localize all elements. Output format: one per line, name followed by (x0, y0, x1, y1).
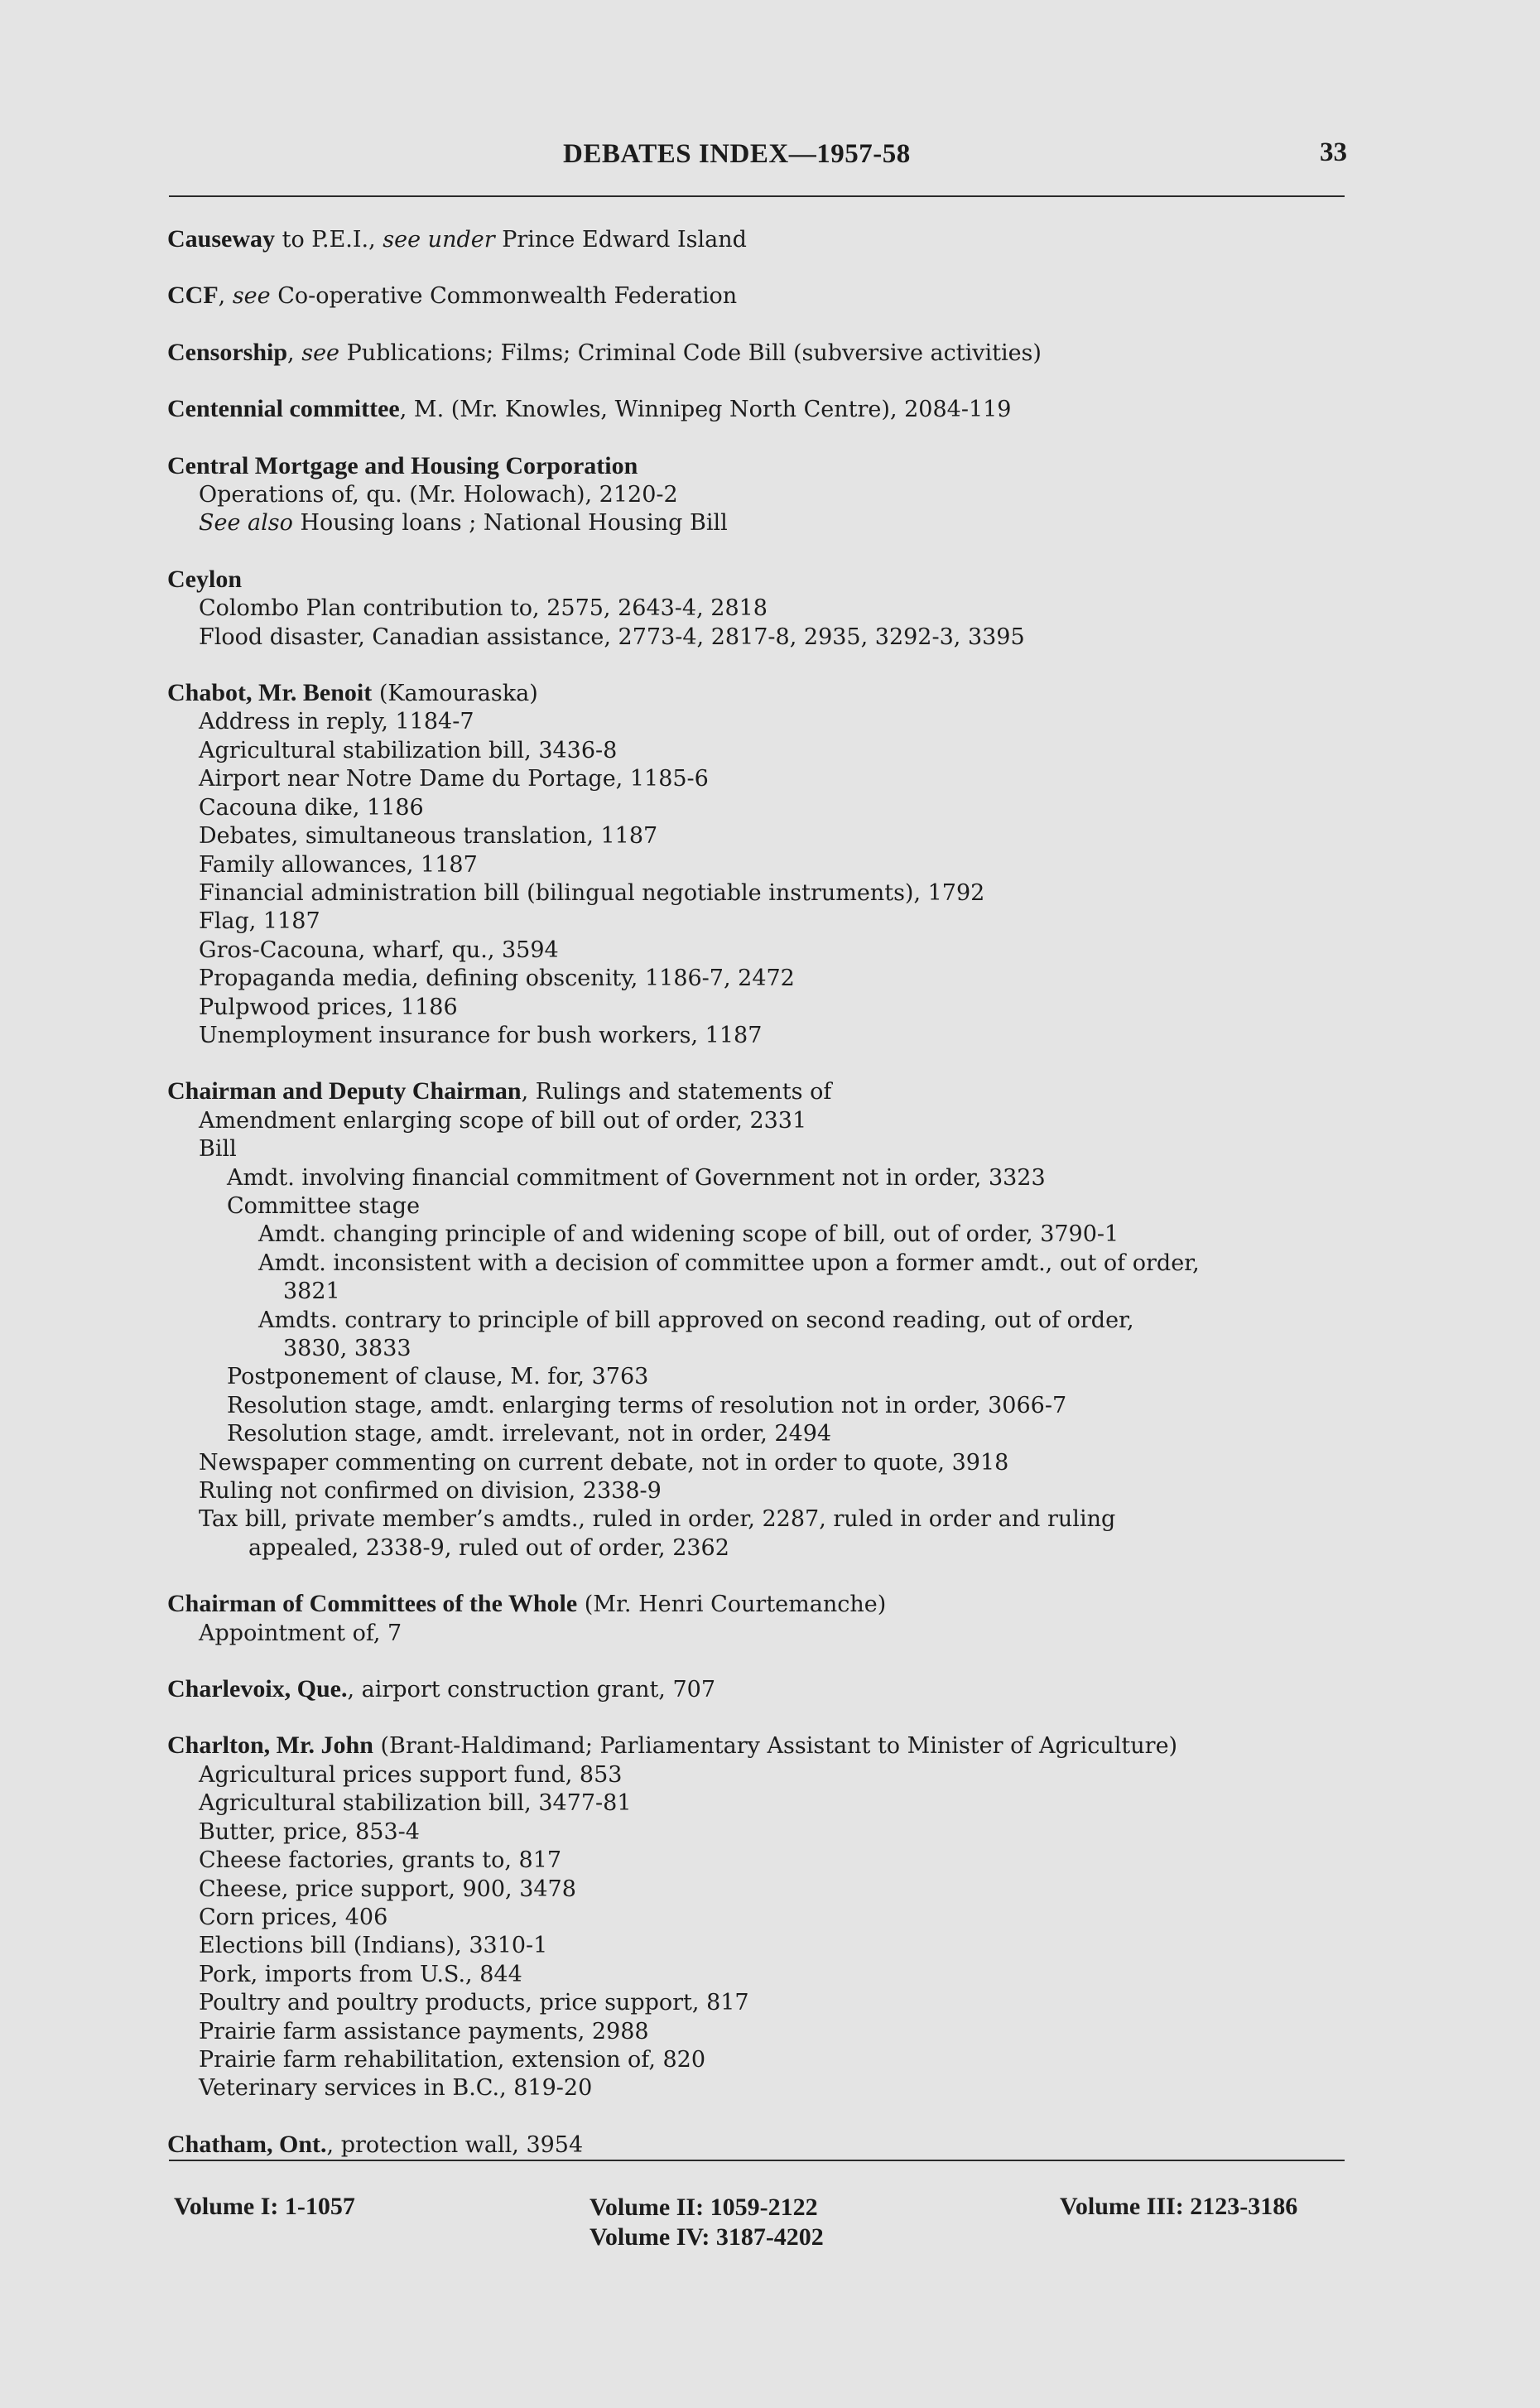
index-entry (167, 452, 1360, 538)
entry-text: Resolution stage, amdt. enlarging terms of resolution not in order, 3066-7 (227, 1392, 1067, 1418)
entry-text: Address in reply, 1184-7 (199, 709, 474, 735)
entry-text: Prince Edward Island (494, 227, 747, 253)
subentry-line (167, 2074, 1360, 2102)
entry-heading: Charlevoix, Que. (167, 1675, 348, 1703)
entry-text: Newspaper commenting on current debate, not in order to quote, 3918 (199, 1449, 1009, 1476)
subentry-line (167, 1620, 1360, 1648)
entry-heading: Chabot, Mr. Benoit (167, 679, 373, 707)
entry-text: Pulpwood prices, 1186 (199, 994, 458, 1020)
entry-heading: Ceylon (167, 565, 242, 593)
entry-text: Resolution stage, amdt. irrelevant, not in order, 2494 (227, 1421, 832, 1447)
entry-text: (Kamouraska) (372, 681, 538, 707)
entry-heading-line (167, 1675, 1360, 1704)
subentry-line (167, 708, 1360, 736)
subentry-line (167, 1789, 1360, 1818)
entry-heading: Chairman of Committees of the Whole (167, 1590, 578, 1618)
cross-reference: see under (383, 227, 495, 253)
entry-text: Debates, simultaneous translation, 1187 (199, 823, 658, 850)
entry-text: Amdt. inconsistent with a decision of committee upon a former amdt., out of order, (258, 1250, 1200, 1276)
subentry-line (167, 1904, 1360, 1932)
entry-heading: Chatham, Ont. (167, 2130, 327, 2158)
entry-text: Amdt. changing principle of and widening scope of bill, out of order, 3790-1 (258, 1221, 1119, 1248)
entry-text: Amdt. involving financial commitment of Government not in order, 3323 (227, 1164, 1046, 1191)
subentry-line (167, 509, 1360, 537)
entry-text: to P.E.I., (275, 227, 383, 253)
subentry-line (167, 908, 1360, 936)
index-entry (167, 225, 1360, 254)
volume-3-range: Volume III: 2123-3186 (1060, 2193, 1298, 2220)
subentry-line (167, 624, 1360, 652)
index-entry (167, 1590, 1360, 1648)
index-entries (167, 225, 1360, 2187)
header-rule (169, 195, 1345, 197)
index-entry (167, 1675, 1360, 1704)
entry-heading-line (167, 452, 1360, 481)
entry-text: , (287, 340, 302, 366)
entry-heading: Centennial committee (167, 395, 400, 423)
index-entry (167, 282, 1360, 311)
entry-text: , protection wall, 3954 (326, 2131, 584, 2158)
entry-text: Housing loans ; National Housing Bill (292, 510, 728, 537)
subentry-line (167, 1250, 1360, 1278)
entry-text: Unemployment insurance for bush workers, 1187 (199, 1022, 763, 1048)
entry-text: Postponement of clause, M. for, 3763 (227, 1364, 649, 1390)
entry-text: appealed, 2338-9, ruled out of order, 2362 (248, 1534, 729, 1561)
subentry-line (167, 1761, 1360, 1789)
subentry-line (167, 994, 1360, 1022)
entry-heading-line (167, 1731, 1360, 1760)
subentry-line (167, 1392, 1360, 1420)
cross-reference: See also (199, 510, 293, 537)
subentry-line (167, 2018, 1360, 2046)
entry-text: Cheese factories, grants to, 817 (199, 1847, 562, 1874)
subentry-line (167, 1022, 1360, 1050)
entry-heading: Causeway (167, 225, 276, 253)
entry-text: Colombo Plan contribution to, 2575, 2643-4, 2818 (199, 595, 768, 622)
subentry-line (167, 851, 1360, 879)
subentry-line (167, 1164, 1360, 1192)
volume-1-range: Volume I: 1-1057 (174, 2193, 355, 2220)
entry-text: (Brant-Haldimand; Parliamentary Assistant to Minister of Agriculture) (373, 1733, 1178, 1760)
entry-heading-line (167, 679, 1360, 708)
entry-heading-line (167, 395, 1360, 424)
index-entry (167, 395, 1360, 424)
subentry-line (167, 1534, 1360, 1563)
entry-text: 3821 (283, 1279, 340, 1305)
subentry-line (167, 765, 1360, 793)
entry-text: Flag, 1187 (199, 908, 320, 935)
entry-text: Cacouna dike, 1186 (199, 794, 424, 821)
entry-text: Veterinary services in B.C., 819-20 (199, 2075, 593, 2102)
subentry-line (167, 737, 1360, 765)
subentry-line (167, 822, 1360, 850)
entry-text: Propaganda media, defining obscenity, 1186-7, 2472 (199, 966, 795, 992)
entry-heading-line (167, 1077, 1360, 1106)
entry-text: Butter, price, 853-4 (199, 1818, 420, 1845)
subentry-line (167, 1505, 1360, 1534)
subentry-line (167, 1847, 1360, 1875)
entry-text: Tax bill, private member’s amdts., ruled in order, 2287, ruled in order and ruling (199, 1506, 1116, 1533)
entry-text: Agricultural prices support fund, 853 (199, 1761, 623, 1788)
entry-heading-line (167, 225, 1360, 254)
volume-2-4-ranges (590, 2193, 824, 2252)
index-entry (167, 339, 1360, 368)
entry-text: Poultry and poultry products, price support, 817 (199, 1990, 749, 2016)
subentry-line (167, 1135, 1360, 1163)
entry-text: Co-operative Commonwealth Federation (270, 283, 738, 310)
entry-text: Agricultural stabilization bill, 3477-81 (199, 1790, 632, 1817)
entry-text: Pork, imports from U.S., 844 (199, 1961, 522, 1987)
entry-text: Family allowances, 1187 (199, 851, 478, 878)
entry-text: Cheese, price support, 900, 3478 (199, 1876, 576, 1902)
subentry-line (167, 1192, 1360, 1221)
cross-reference: see (232, 283, 271, 310)
index-entry (167, 679, 1360, 1050)
entry-text: Airport near Notre Dame du Portage, 1185-6 (199, 766, 709, 792)
entry-heading: Censorship (167, 338, 288, 366)
subentry-line (167, 481, 1360, 509)
entry-text: Prairie farm rehabilitation, extension of, 820 (199, 2046, 706, 2073)
entry-heading: Central Mortgage and Housing Corporation (167, 451, 638, 479)
entry-heading-line (167, 1590, 1360, 1619)
footer-rule (169, 2160, 1345, 2161)
index-entry (167, 566, 1360, 652)
subentry-line (167, 937, 1360, 965)
entry-text: (Mr. Henri Courtemanche) (577, 1592, 887, 1618)
entry-heading-line (167, 2131, 1360, 2160)
subentry-line (167, 1307, 1360, 1335)
cross-reference: see (301, 340, 340, 366)
subentry-line (167, 1278, 1360, 1306)
running-head: DEBATES INDEX—1957-58 (563, 139, 911, 169)
subentry-line (167, 2046, 1360, 2074)
subentry-line (167, 1989, 1360, 2017)
subentry-line (167, 1449, 1360, 1477)
subentry-line (167, 1477, 1360, 1505)
entry-heading-line (167, 282, 1360, 311)
subentry-line (167, 1420, 1360, 1448)
subentry-line (167, 1363, 1360, 1391)
subentry-line (167, 1932, 1360, 1960)
subentry-line (167, 1961, 1360, 1989)
entry-text: Amdts. contrary to principle of bill approved on second reading, out of order, (258, 1307, 1134, 1333)
subentry-line (167, 879, 1360, 908)
entry-text: Appointment of, 7 (199, 1620, 402, 1646)
index-entry (167, 1731, 1360, 2102)
subentry-line (167, 1107, 1360, 1135)
volume-2-range: Volume II: 1059-2122 (590, 2194, 818, 2221)
entry-text: Gros-Cacouna, wharf, qu., 3594 (199, 937, 559, 963)
entry-heading: CCF (167, 282, 219, 310)
entry-text: Corn prices, 406 (199, 1904, 388, 1930)
entry-text: Amendment enlarging scope of bill out of order, 2331 (199, 1107, 807, 1134)
page-number: 33 (1320, 137, 1347, 167)
subentry-line (167, 794, 1360, 822)
subentry-line (167, 965, 1360, 993)
entry-text: , M. (Mr. Knowles, Winnipeg North Centre), 2084-119 (399, 397, 1012, 423)
entry-heading-line (167, 566, 1360, 595)
entry-text: Agricultural stabilization bill, 3436-8 (199, 737, 618, 763)
entry-text: Flood disaster, Canadian assistance, 2773-4, 2817-8, 2935, 3292-3, 3395 (199, 624, 1025, 650)
entry-text: , airport construction grant, 707 (347, 1677, 716, 1703)
entry-text: Prairie farm assistance payments, 2988 (199, 2018, 649, 2044)
index-entry (167, 2131, 1360, 2160)
volume-4-range: Volume IV: 3187-4202 (590, 2223, 824, 2251)
subentry-line (167, 1335, 1360, 1363)
entry-text: Ruling not confirmed on division, 2338-9 (199, 1478, 662, 1505)
index-entry (167, 1077, 1360, 1563)
entry-text: Publications; Films; Criminal Code Bill (subversive activities) (339, 340, 1042, 366)
subentry-line (167, 1876, 1360, 1904)
entry-text: , (218, 283, 233, 310)
entry-text: Financial administration bill (bilingual negotiable instruments), 1792 (199, 879, 985, 906)
entry-text: , Rulings and statements of (521, 1079, 832, 1105)
subentry-line (167, 595, 1360, 623)
subentry-line (167, 1221, 1360, 1249)
entry-heading-line (167, 339, 1360, 368)
entry-text: Bill (199, 1136, 237, 1163)
entry-text: Committee stage (227, 1192, 421, 1219)
entry-heading: Chairman and Deputy Chairman (167, 1077, 522, 1105)
entry-text: Elections bill (Indians), 3310-1 (199, 1933, 548, 1959)
entry-text: 3830, 3833 (283, 1336, 411, 1361)
entry-heading: Charlton, Mr. John (167, 1731, 373, 1760)
subentry-line (167, 1818, 1360, 1847)
entry-text: Operations of, qu. (Mr. Holowach), 2120-2 (199, 482, 678, 508)
